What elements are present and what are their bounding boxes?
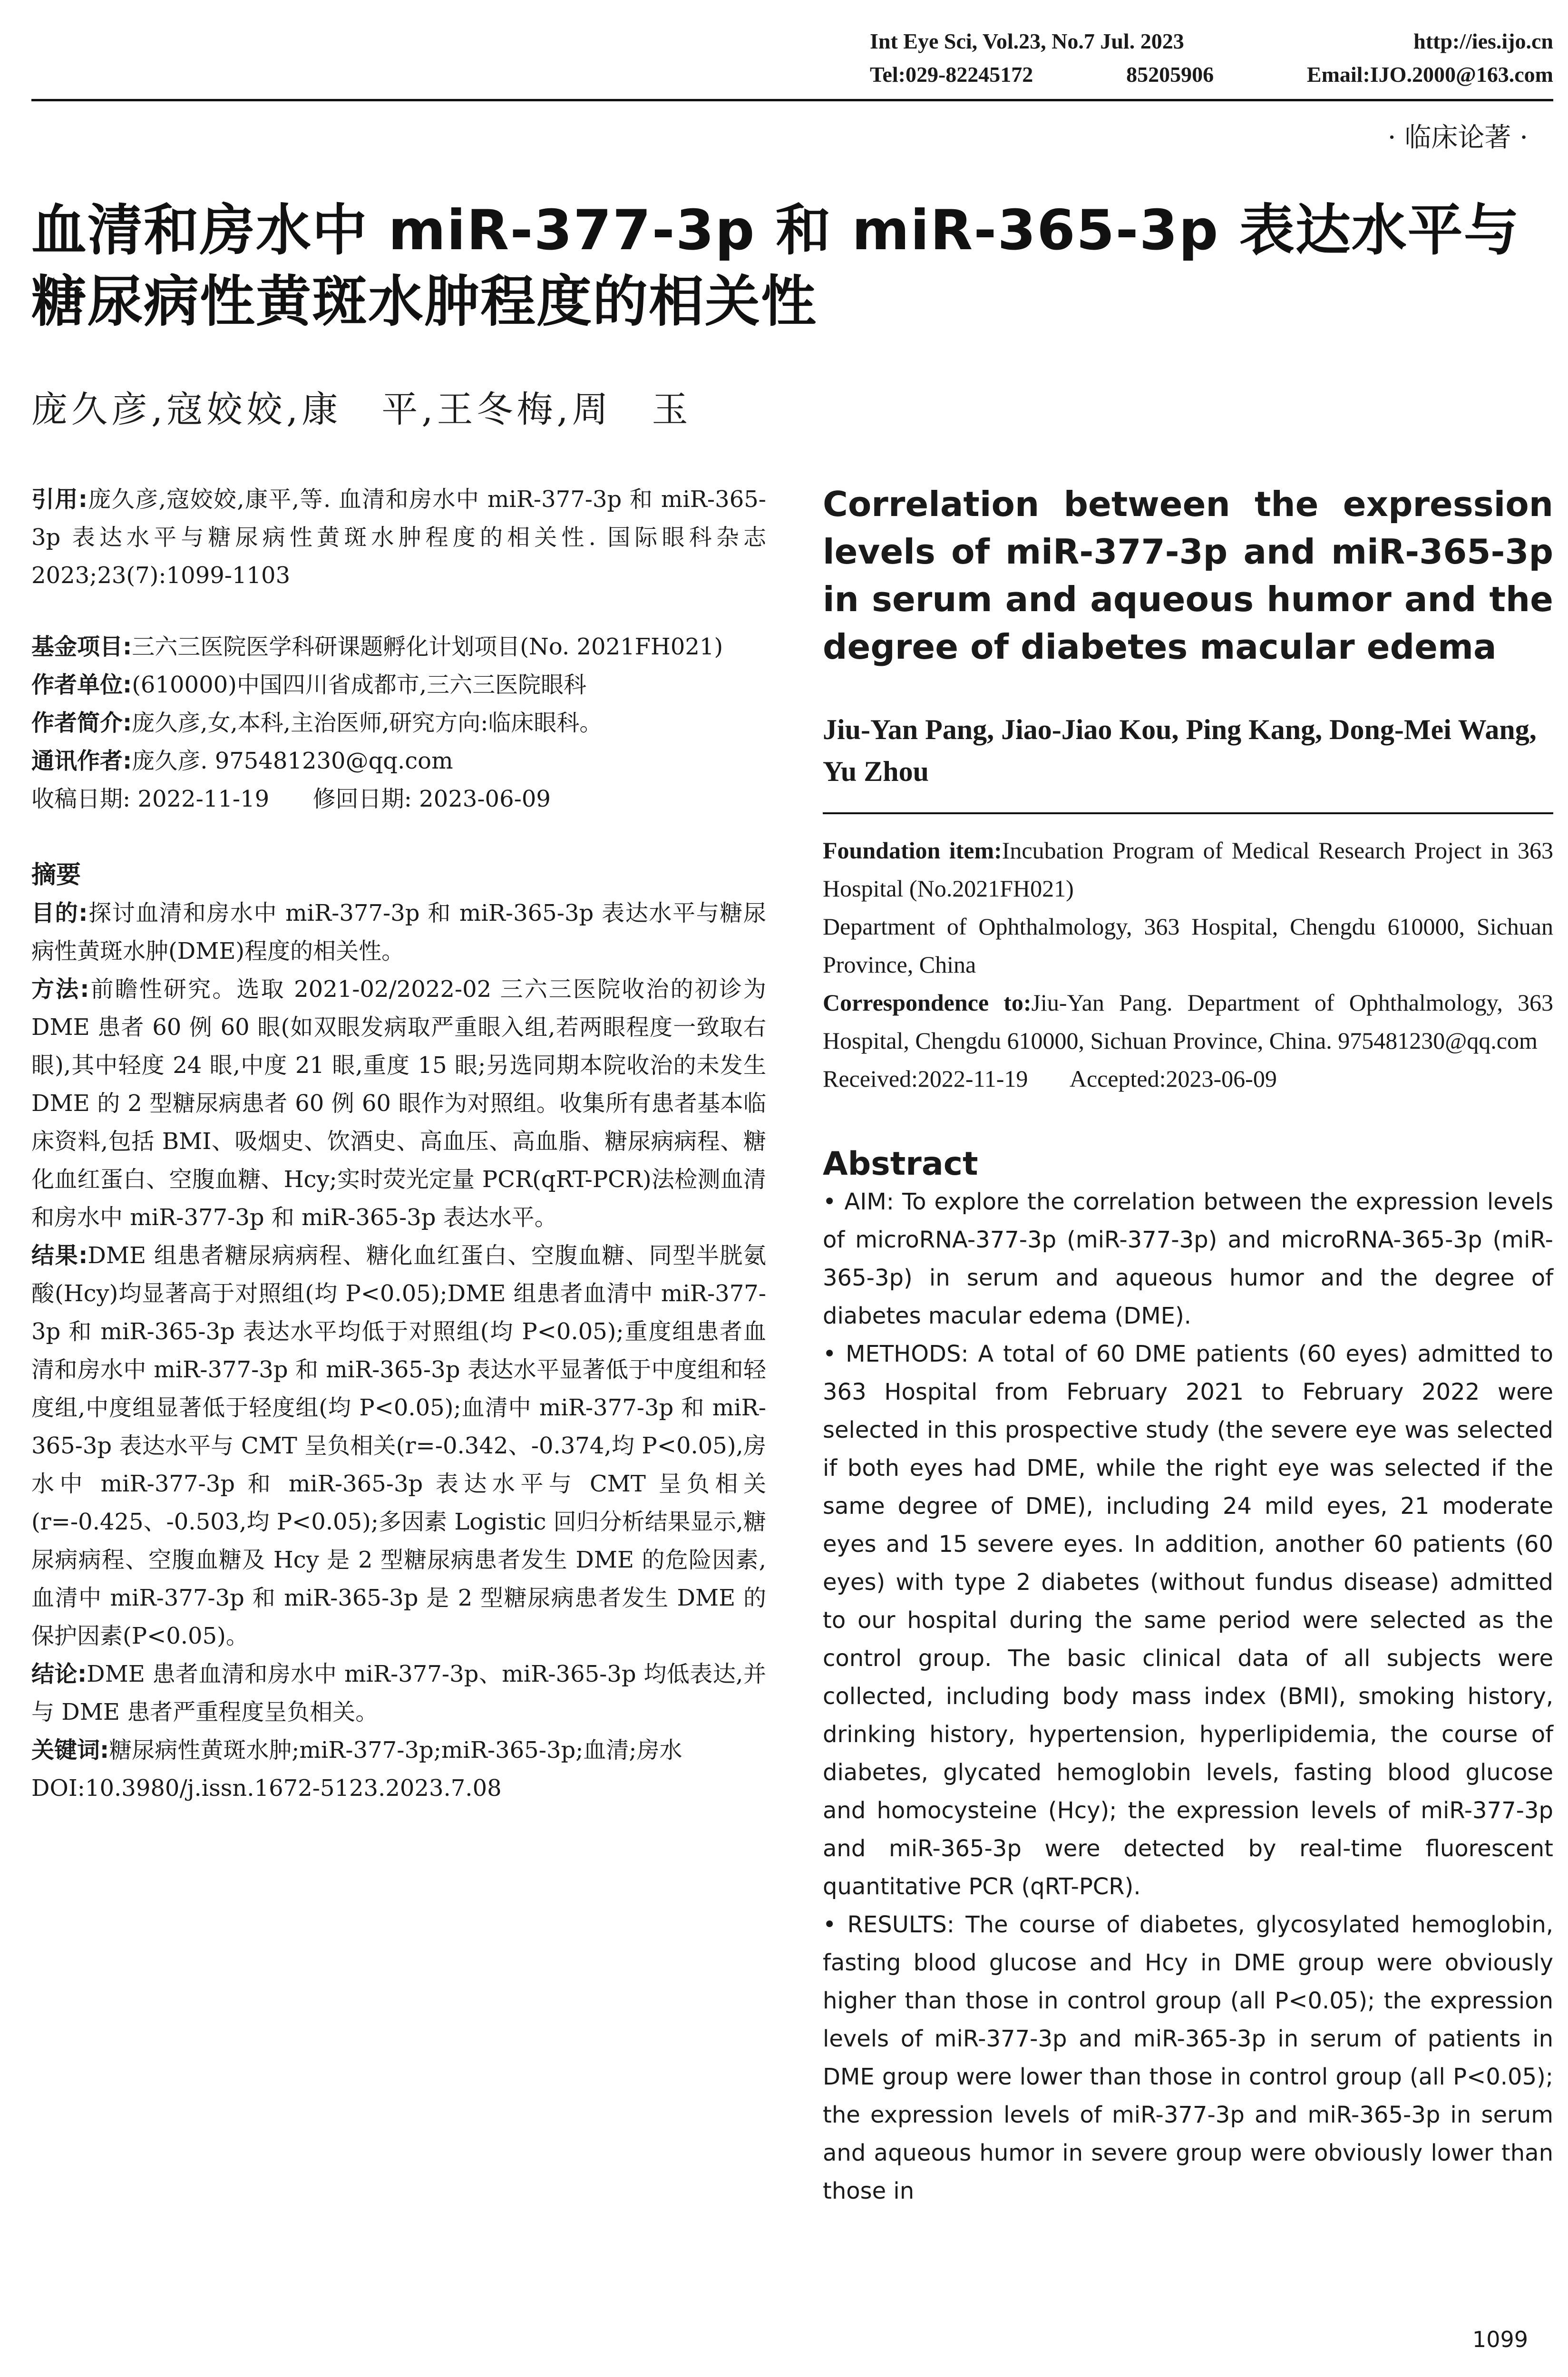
- running-header: [870, 25, 1553, 91]
- citation-label: 引用:: [31, 486, 88, 513]
- keywords-label: 关键词:: [31, 1737, 109, 1763]
- section-tag: · 临床论著 ·: [1387, 122, 1528, 153]
- header-rule: [31, 99, 1553, 101]
- correspondence: [823, 984, 1553, 1060]
- conclusion-text: DME 患者血清和房水中 miR-377-3p、miR-365-3p 均低表达,并与 DME 患者严重程度呈负相关。: [31, 1661, 766, 1725]
- chinese-title-line2: 糖尿病性黄斑水肿程度的相关性: [31, 270, 817, 334]
- chinese-title: [31, 195, 1553, 338]
- conclusion-cn: [31, 1655, 766, 1731]
- bio-label: 作者简介:: [31, 710, 132, 736]
- corresponding-author: [31, 742, 766, 780]
- author-unit: [31, 666, 766, 704]
- foundation-text: Incubation Program of Medical Research Project in 363 Hospital (No.2021FH021): [823, 837, 1553, 902]
- author-bio: [31, 704, 766, 742]
- fund-info: [31, 628, 766, 666]
- method-cn: [31, 970, 766, 1237]
- department: Department of Ophthalmology, 363 Hospital, Chengdu 610000, Sichuan Province, China: [823, 913, 1553, 978]
- journal-info: Int Eye Sci, Vol.23, No.7 Jul. 2023: [870, 29, 1184, 53]
- english-abstract: [823, 1183, 1553, 2210]
- citation: [31, 480, 766, 594]
- results-en: • RESULTS: The course of diabetes, glycosylated hemoglobin, fasting blood glucose and Hcy in DME group were obviously higher than those in control group (all P<0.05); the expression levels of miR-377-3p and miR-365-3p in serum of patients in DME group were lower than those in control group (all P<0.05); the expression levels of miR-377-3p and miR-365-3p in serum and aqueous humor in severe group were obviously lower than those in: [823, 1911, 1553, 2204]
- received-date: 收稿日期: 2022-11-19: [31, 786, 270, 812]
- fund-label: 基金项目:: [31, 633, 132, 660]
- english-dates: [823, 1060, 1553, 1098]
- aim-cn: [31, 894, 766, 970]
- aim-en: • AIM: To explore the correlation between the expression levels of microRNA-377-3p (miR-377-3p) and microRNA-365-3p (miR-365-3p) in serum and aqueous humor and the degree of diabetes macular edema (DME).: [823, 1188, 1553, 1329]
- bio-text: 庞久彦,女,本科,主治医师,研究方向:临床眼科。: [132, 710, 603, 736]
- method-label: 方法:: [31, 976, 89, 1003]
- result-cn: [31, 1237, 766, 1655]
- received-en: Received:2022-11-19: [823, 1065, 1028, 1092]
- unit-label: 作者单位:: [31, 672, 132, 698]
- fund-text: 三六三医院医学科研课题孵化计划项目(No. 2021FH021): [132, 633, 723, 660]
- aim-text: 探讨血清和房水中 miR-377-3p 和 miR-365-3p 表达水平与糖尿病性黄斑水肿(DME)程度的相关性。: [31, 900, 766, 964]
- corr-text: 庞久彦. 975481230@qq.com: [132, 748, 453, 774]
- left-column: [31, 480, 766, 1807]
- page-number: 1099: [1472, 2327, 1528, 2352]
- foundation-label: Foundation item:: [823, 837, 1002, 864]
- aim-label: 目的:: [31, 900, 88, 926]
- result-text: DME 组患者糖尿病病程、糖化血红蛋白、空腹血糖、同型半胱氨酸(Hcy)均显著高于对照组(均 P<0.05);DME 组患者血清中 miR-377-3p 和 miR-365-3p 表达水平均低于对照组(均 P<0.05);重度组患者血清和房水中 miR-377-3p 和 miR-365-3p 表达水平显著低于中度组和轻度组,中度组显著低于轻度组(均 P<0.05);血清中 miR-377-3p 和 miR-365-3p 表达水平与 CMT 呈负相关(r=-0.342、-0.374,均 P<0.05),房水中 miR-377-3p 和 miR-365-3p 表达水平与 CMT 呈负相关(r=-0.425、-0.503,均 P<0.05);多因素 Logistic 回归分析结果显示,糖尿病病程、空腹血糖及 Hcy 是 2 型糖尿病患者发生 DME 的危险因素,血清中 miR-377-3p 和 miR-365-3p 是 2 型糖尿病患者发生 DME 的保护因素(P<0.05)。: [31, 1242, 767, 1649]
- dates: [31, 780, 766, 818]
- doi[interactable]: DOI:10.3980/j.issn.1672-5123.2023.7.08: [31, 1775, 502, 1802]
- corr-label: 通讯作者:: [31, 748, 132, 774]
- foundation-item: [823, 831, 1553, 907]
- english-authors: Jiu-Yan Pang, Jiao-Jiao Kou, Ping Kang, Dong-Mei Wang, Yu Zhou: [823, 714, 1537, 787]
- journal-tel2: 85205906: [1126, 62, 1214, 87]
- keywords-cn: [31, 1731, 766, 1769]
- english-metadata: [823, 831, 1553, 1098]
- chinese-title-line1: 血清和房水中 miR-377-3p 和 miR-365-3p 表达水平与: [31, 198, 1520, 263]
- method-text: 前瞻性研究。选取 2021-02/2022-02 三六三医院收治的初诊为 DME 患者 60 例 60 眼(如双眼发病取严重眼入组,若两眼程度一致取右眼),其中轻度 24 眼,中度 21 眼,重度 15 眼;另选同期本院收治的未发生 DME 的 2 型糖尿病患者 60 例 60 眼作为对照组。收集所有患者基本临床资料,包括 BMI、吸烟史、饮酒史、高血压、高血脂、糖尿病病程、糖化血红蛋白、空腹血糖、Hcy;实时荧光定量 PCR(qRT-PCR)法检测血清和房水中 miR-377-3p 和 miR-365-3p 表达水平。: [31, 976, 766, 1231]
- conclusion-label: 结论:: [31, 1661, 87, 1687]
- journal-url[interactable]: http://ies.ijo.cn: [1413, 29, 1553, 53]
- abstract-heading-en: Abstract: [823, 1145, 978, 1183]
- right-column: [823, 480, 1553, 2210]
- unit-text: (610000)中国四川省成都市,三六三医院眼科: [132, 672, 587, 698]
- chinese-authors: 庞久彦,寇姣姣,康 平,王冬梅,周 玉: [31, 388, 692, 430]
- result-label: 结果:: [31, 1242, 88, 1269]
- journal-tel: Tel:029-82245172: [870, 62, 1033, 87]
- keywords-text: 糖尿病性黄斑水肿;miR-377-3p;miR-365-3p;血清;房水: [109, 1737, 682, 1763]
- journal-email[interactable]: Email:IJO.2000@163.com: [1306, 62, 1553, 87]
- citation-text: 庞久彦,寇姣姣,康平,等. 血清和房水中 miR-377-3p 和 miR-365-3p 表达水平与糖尿病性黄斑水肿程度的相关性. 国际眼科杂志 2023;23(7):1099-1103: [31, 486, 766, 589]
- methods-en: • METHODS: A total of 60 DME patients (60 eyes) admitted to 363 Hospital from February 2021 to February 2022 were selected in this prospective study (the severe eye was selected if both eyes had DME, while the right eye was selected if the same degree of DME), including 24 mild eyes, 21 moderate eyes and 15 severe eyes. In addition, another 60 patients (60 eyes) with type 2 diabetes (without fundus disease) admitted to our hospital during the same period were selected as the control group. The basic clinical data of all subjects were collected, including body mass index (BMI), smoking history, drinking history, hypertension, hyperlipidemia, the course of diabetes, glycated hemoglobin levels, fasting blood glucose and homocysteine (Hcy); the expression levels of miR-377-3p and miR-365-3p were detected by real-time fluorescent quantitative PCR (qRT-PCR).: [823, 1341, 1553, 1900]
- abstract-heading-cn: 摘要: [31, 861, 81, 889]
- correspondence-label: Correspondence to:: [823, 989, 1032, 1016]
- english-title: Correlation between the expression levels of miR-377-3p and miR-365-3p in serum and aqueous humor and the degree of diabetes macular edema: [823, 484, 1553, 667]
- correspondence-text: Jiu-Yan Pang. Department of Ophthalmology, 363 Hospital, Chengdu 610000, Sichuan Province, China. 975481230@qq.com: [823, 989, 1553, 1054]
- revised-date: 修回日期: 2023-06-09: [312, 786, 551, 812]
- accepted-en: Accepted:2023-06-09: [1069, 1065, 1277, 1092]
- divider: [823, 812, 1553, 814]
